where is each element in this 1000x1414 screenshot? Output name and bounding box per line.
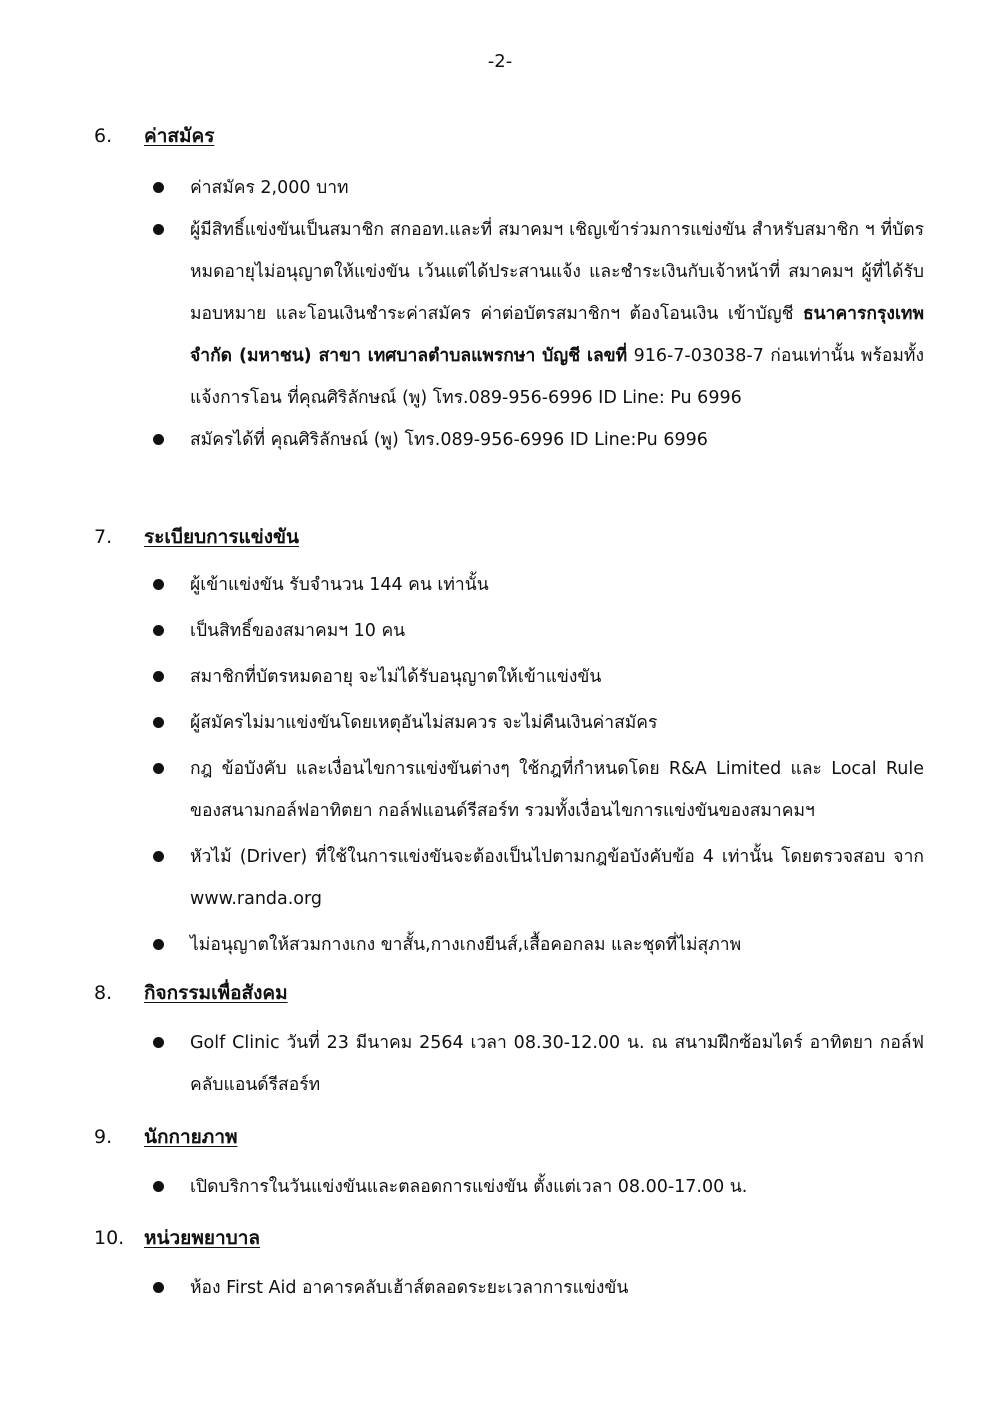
section-title: หน่วยพยาบาล [144, 1227, 261, 1249]
section-title: ระเบียบการแข่งขัน [144, 526, 300, 548]
section-number: 7. [94, 526, 113, 548]
section-number: 6. [94, 125, 113, 147]
item-text: เป็นสิทธิ์ของสมาคมฯ 10 คน [190, 621, 406, 641]
item-text: หัวไม้ (Driver) ที่ใช้ในการแข่งขันจะต้องเป็นไปตามกฎข้อบังคับข้อ 4 เท่านั้น โดยตรวจสอบ จาก www.randa.org [190, 847, 924, 909]
item-text: ค่าสมัคร 2,000 บาท [190, 178, 349, 198]
bullet-icon [153, 939, 164, 950]
section-number: 10. [94, 1227, 125, 1249]
bullet-icon [153, 182, 164, 193]
list-item [94, 924, 924, 966]
section-social-activity [94, 978, 924, 1106]
item-text: Golf Clinic วันที่ 23 มีนาคม 2564 เวลา 08.30-12.00 น. ณ สนามฝึกซ้อมไดร์ อาทิตยา กอล์ฟ คลับแอนด์รีสอร์ท [190, 1033, 924, 1095]
list-item [94, 1267, 924, 1309]
item-text: ห้อง First Aid อาคารคลับเฮ้าส์ตลอดระยะเวลาการแข่งขัน [190, 1278, 629, 1298]
item-text: สมาชิกที่บัตรหมดอายุ จะไม่ได้รับอนุญาตให้เข้าแข่งขัน [190, 667, 602, 687]
list-item [94, 836, 924, 920]
item-text: ผู้สมัครไม่มาแข่งขันโดยเหตุอันไม่สมควร จะไม่คืนเงินค่าสมัคร [190, 713, 658, 733]
medical-unit-list [94, 1267, 924, 1309]
bullet-icon [153, 851, 164, 862]
item-text-after: 916-7-03038-7 ก่อนเท่านั้น พร้อมทั้งแจ้งการโอน ที่คุณศิริลักษณ์ (พู) โทร.089-956-6996 ID Line: Pu 6996 [190, 346, 924, 408]
bullet-icon [153, 717, 164, 728]
item-text: กฎ ข้อบังคับ และเงื่อนไขการแข่งขันต่างๆ ใช้กฎที่กำหนดโดย R&A Limited และ Local Rule ของสนามกอล์ฟอาทิตยา กอล์ฟแอนด์รีสอร์ท รวมทั้งเงื่อนไขการแข่งขันของสมาคมฯ [190, 759, 924, 821]
section-title: นักกายภาพ [144, 1126, 238, 1148]
bullet-icon [153, 625, 164, 636]
bullet-icon [153, 1282, 164, 1293]
bullet-icon [153, 763, 164, 774]
item-text: สมัครได้ที่ คุณศิริลักษณ์ (พู) โทร.089-956-6996 ID Line:Pu 6996 [190, 430, 708, 450]
bullet-icon [153, 434, 164, 445]
bullet-icon [153, 671, 164, 682]
section-number: 9. [94, 1126, 113, 1148]
item-text: ผู้เข้าแข่งขัน รับจำนวน 144 คน เท่านั้น [190, 575, 489, 595]
physiotherapist-list [94, 1166, 924, 1208]
list-item [94, 167, 924, 209]
section-number: 8. [94, 982, 113, 1004]
list-item [94, 1166, 924, 1208]
item-text: เปิดบริการในวันแข่งขันและตลอดการแข่งขัน ตั้งแต่เวลา 08.00-17.00 น. [190, 1177, 748, 1197]
bullet-icon [153, 579, 164, 590]
section-heading [94, 1223, 924, 1253]
fees-list [94, 167, 924, 461]
list-item [94, 656, 924, 698]
section-heading [94, 522, 924, 552]
list-item [94, 702, 924, 744]
section-physiotherapist [94, 1122, 924, 1208]
list-item [94, 748, 924, 832]
item-text: ผู้มีสิทธิ์แข่งขันเป็นสมาชิก สกออท.และที่ สมาคมฯ เชิญเข้าร่วมการแข่งขัน สำหรับสมาชิก ฯ ที่บัตรหมดอายุไม่อนุญาตให้แข่งขัน เว้นแต่ได้ประสานแจ้ง และชำระเงินกับเจ้าหน้าที่ สมาคมฯ ผู้ที่ได้รับมอบหมาย และโอนเงินชำระค่าสมัคร ค่าต่อบัตรสมาชิกฯ ต้องโอนเงิน เข้าบัญชี [190, 220, 924, 324]
section-heading [94, 121, 924, 151]
section-rules [94, 522, 924, 966]
bullet-icon [153, 1037, 164, 1048]
list-item [94, 1022, 924, 1106]
item-text: ไม่อนุญาตให้สวมกางเกง ขาสั้น,กางเกงยีนส์,เสื้อคอกลม และชุดที่ไม่สุภาพ [190, 935, 742, 955]
rules-list [94, 564, 924, 966]
list-item [94, 564, 924, 606]
section-heading [94, 1122, 924, 1152]
list-item [94, 209, 924, 419]
list-item [94, 419, 924, 461]
section-medical-unit [94, 1223, 924, 1309]
bullet-icon [153, 1181, 164, 1192]
section-title: กิจกรรมเพื่อสังคม [144, 982, 288, 1004]
bullet-icon [153, 224, 164, 235]
section-title: ค่าสมัคร [144, 125, 215, 147]
list-item [94, 610, 924, 652]
page-number: -2- [487, 51, 513, 72]
bank-account-bold: ธนาคารกรุงเทพ จำกัด (มหาชน) สาขา เทศบาลตำบลแพรกษา บัญชี เลขที่ [190, 304, 924, 366]
section-fees [94, 121, 924, 461]
section-heading [94, 978, 924, 1008]
social-activity-list [94, 1022, 924, 1106]
